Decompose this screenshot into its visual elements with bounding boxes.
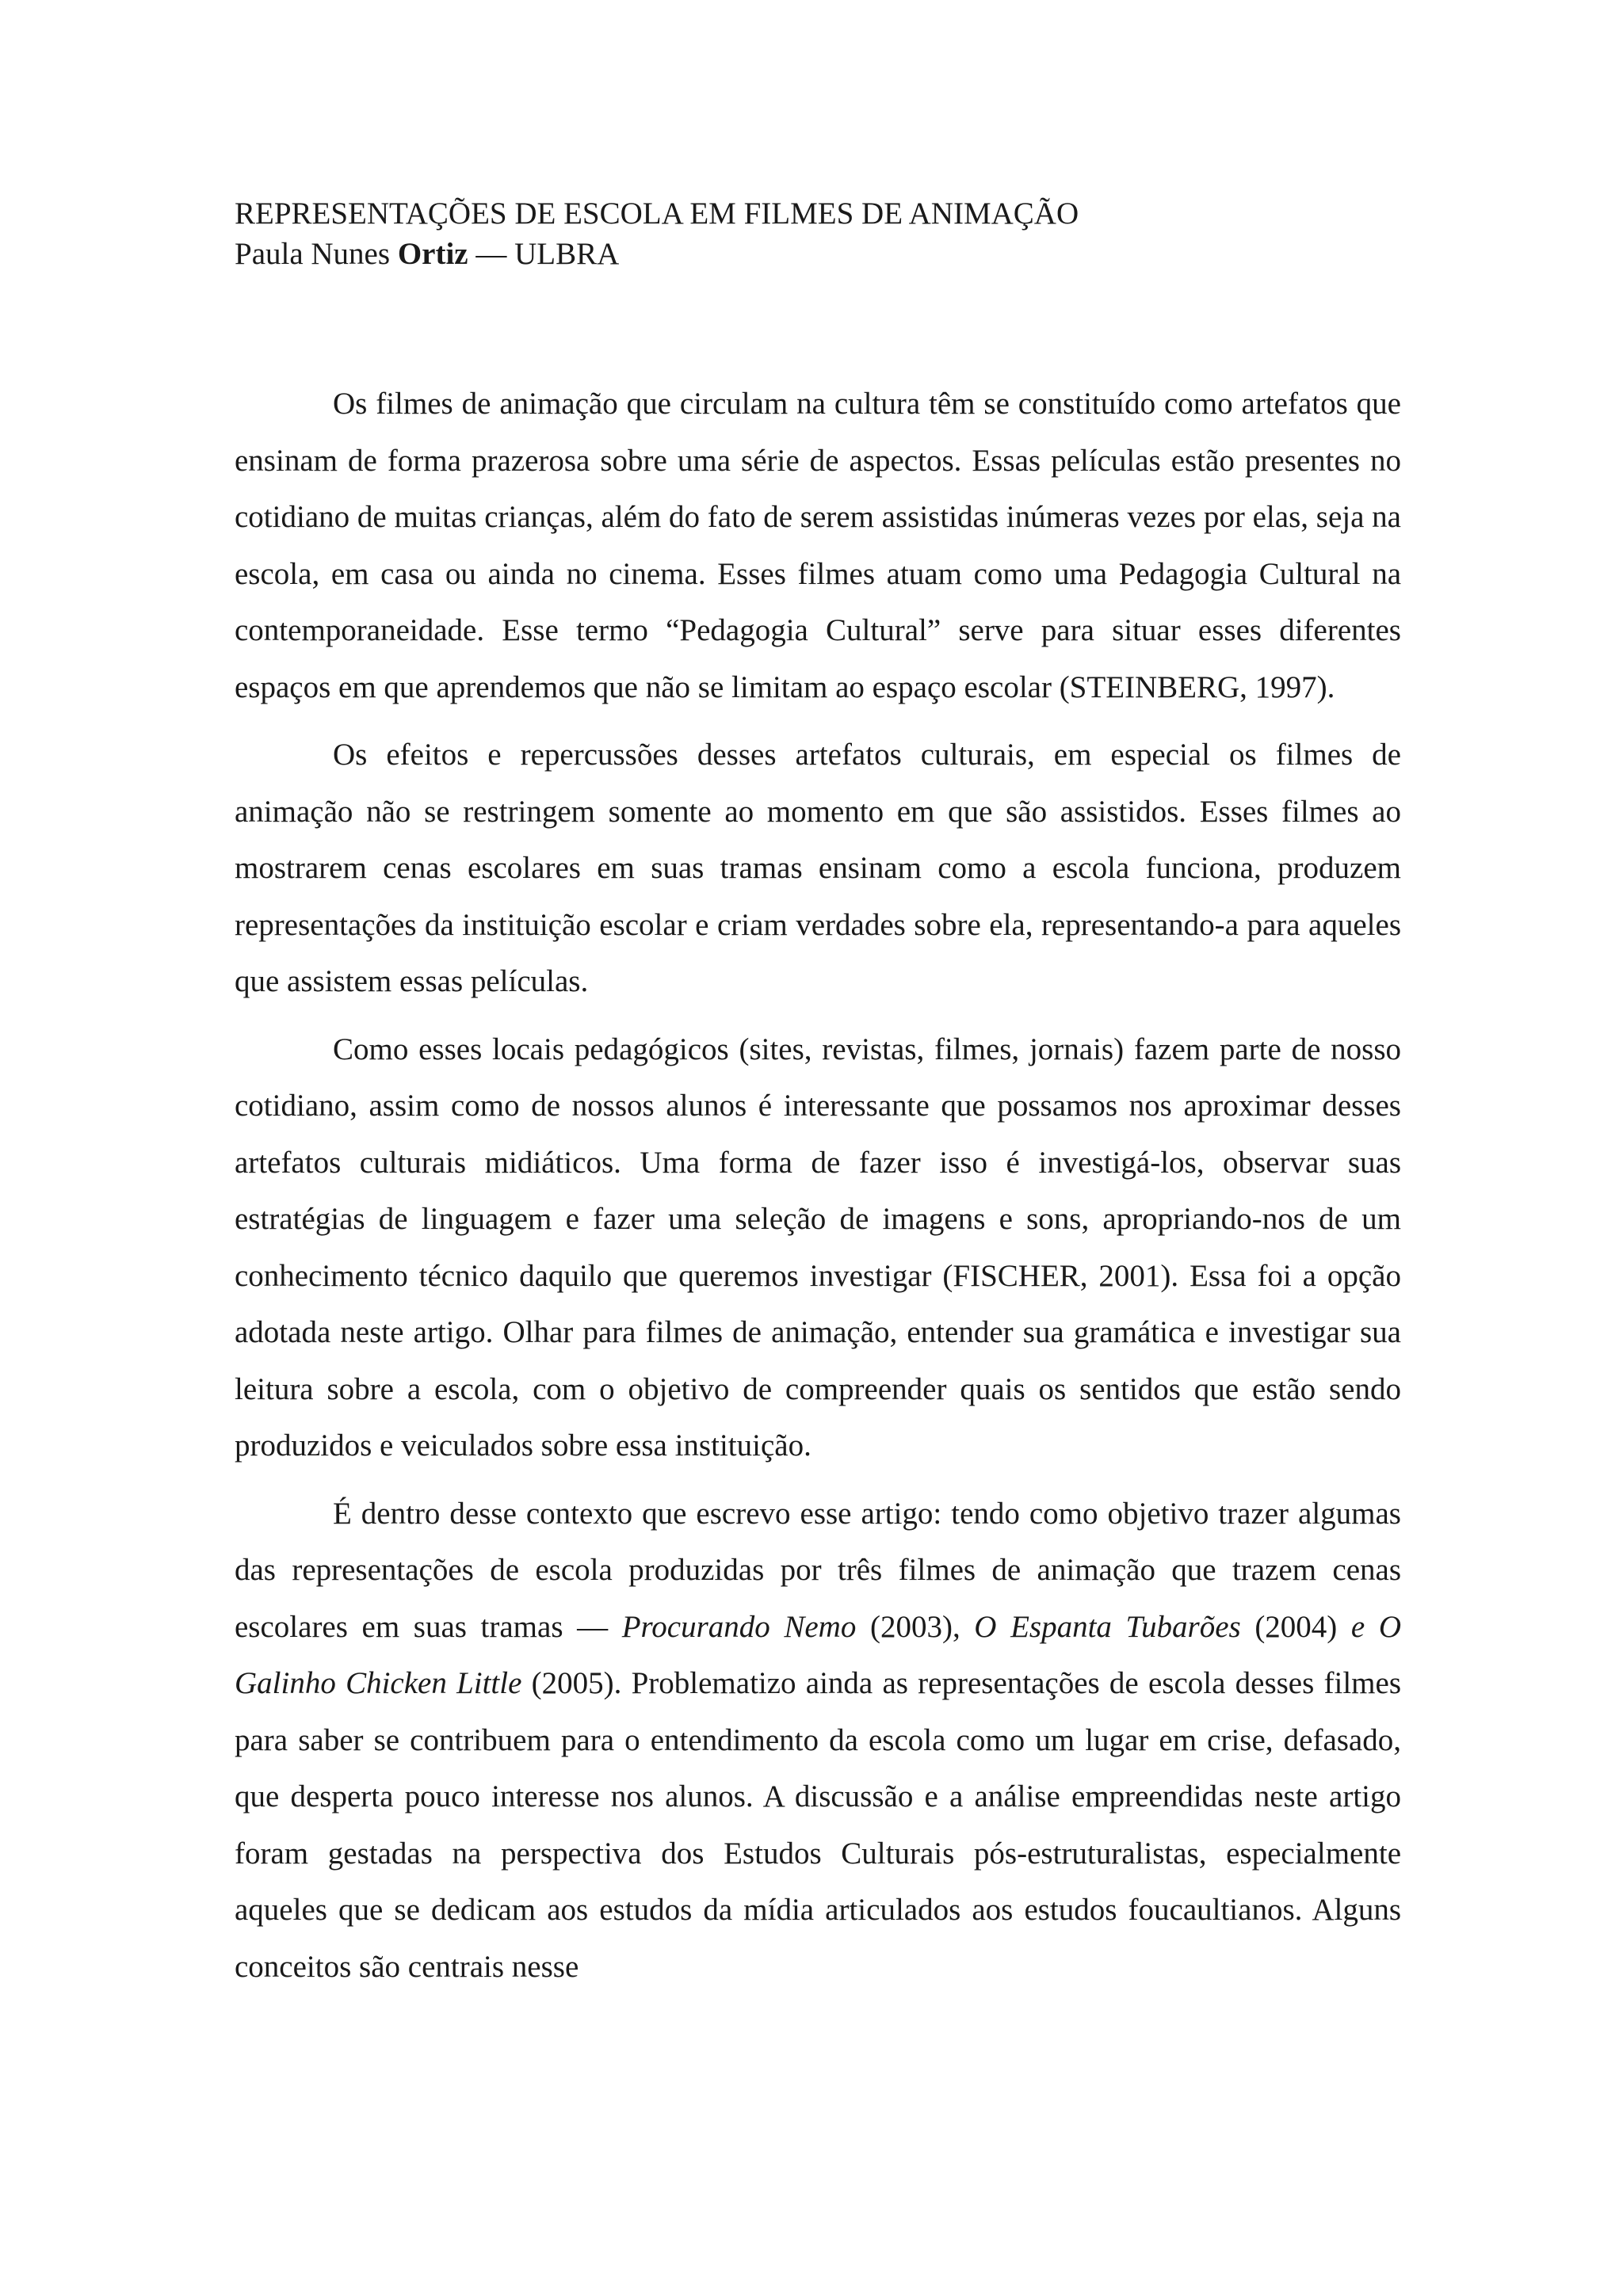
paragraph-4-part-3: (2004): [1240, 1609, 1351, 1644]
paragraph-4-part-4: [1365, 1610, 1379, 1644]
paragraph-4-part-2: (2003),: [856, 1609, 975, 1644]
paragraph-4-part-1: É dentro desse contexto que escrevo esse artigo: tendo como objetivo trazer algumas das representações de escola produzidas por três filmes de animação que trazem cenas escolares em suas tramas —: [235, 1496, 1401, 1644]
author-first-names: Paula Nunes: [235, 237, 391, 271]
paragraph-4-part-5: (2005). Problematizo ainda as representações de escola desses filmes para saber se contribuem para o entendimento da escola como um lugar em crise, defasado, que desperta pouco interesse nos alunos. A discussão e a análise empreendidas neste artigo foram gestadas na perspectiva dos Estudos Culturais pós-estruturalistas, especialmente aqueles que se dedicam aos estudos da mídia articulados aos estudos foucaultianos. Alguns conceitos são centrais nesse: [235, 1666, 1401, 1984]
paragraph-2: Os efeitos e repercussões desses artefatos culturais, em especial os filmes de animação não se restringem somente ao momento em que são assistidos. Esses filmes ao mostrarem cenas escolares em suas tramas ensinam como a escola funciona, produzem representações da instituição escolar e criam verdades sobre ela, representando-a para aqueles que assistem essas películas.: [235, 738, 1401, 998]
author-institution: ULBRA: [514, 237, 620, 271]
document-header: [235, 193, 1407, 274]
film-title-o-galinho-chicken-little: O Galinho Chicken Little: [235, 1609, 1401, 1700]
paragraph-3: Como esses locais pedagógicos (sites, revistas, filmes, jornais) fazem parte de nosso cotidiano, assim como de nossos alunos é interessante que possamos nos aproximar desses artefatos culturais midiáticos. Uma forma de fazer isso é investigá-los, observar suas estratégias de linguagem e fazer uma seleção de imagens e sons, apropriando-nos de um conhecimento técnico daquilo que queremos investigar (FISCHER, 2001). Essa foi a opção adotada neste artigo. Olhar para filmes de animação, entender sua gramática e investigar sua leitura sobre a escola, com o objetivo de compreender quais os sentidos que estão sendo produzidos e veiculados sobre essa instituição.: [235, 1032, 1401, 1463]
author-surname: Ortiz: [397, 237, 468, 271]
document-title: REPRESENTAÇÕES DE ESCOLA EM FILMES DE ANIMAÇÃO: [235, 196, 1079, 231]
film-title-o-espanta-tubaroes: O Espanta Tubarões: [974, 1609, 1241, 1644]
paragraph-1: Os filmes de animação que circulam na cultura têm se constituído como artefatos que ensinam de forma prazerosa sobre uma série de aspectos. Essas películas estão presentes no cotidiano de muitas crianças, além do fato de serem assistidas inúmeras vezes por elas, seja na escola, em casa ou ainda no cinema. Esses filmes atuam como uma Pedagogia Cultural na contemporaneidade. Esse termo “Pedagogia Cultural” serve para situar esses diferentes espaços em que aprendemos que não se limitam ao espaço escolar (STEINBERG, 1997).: [235, 387, 1401, 704]
document-body: [235, 376, 1401, 2006]
paragraph-4: [235, 1486, 1401, 1996]
author-line: [235, 234, 1407, 274]
paragraph-4-conjunction: e: [1350, 1609, 1365, 1644]
film-title-procurando-nemo: Procurando Nemo: [621, 1609, 857, 1644]
author-separator: —: [468, 237, 515, 271]
